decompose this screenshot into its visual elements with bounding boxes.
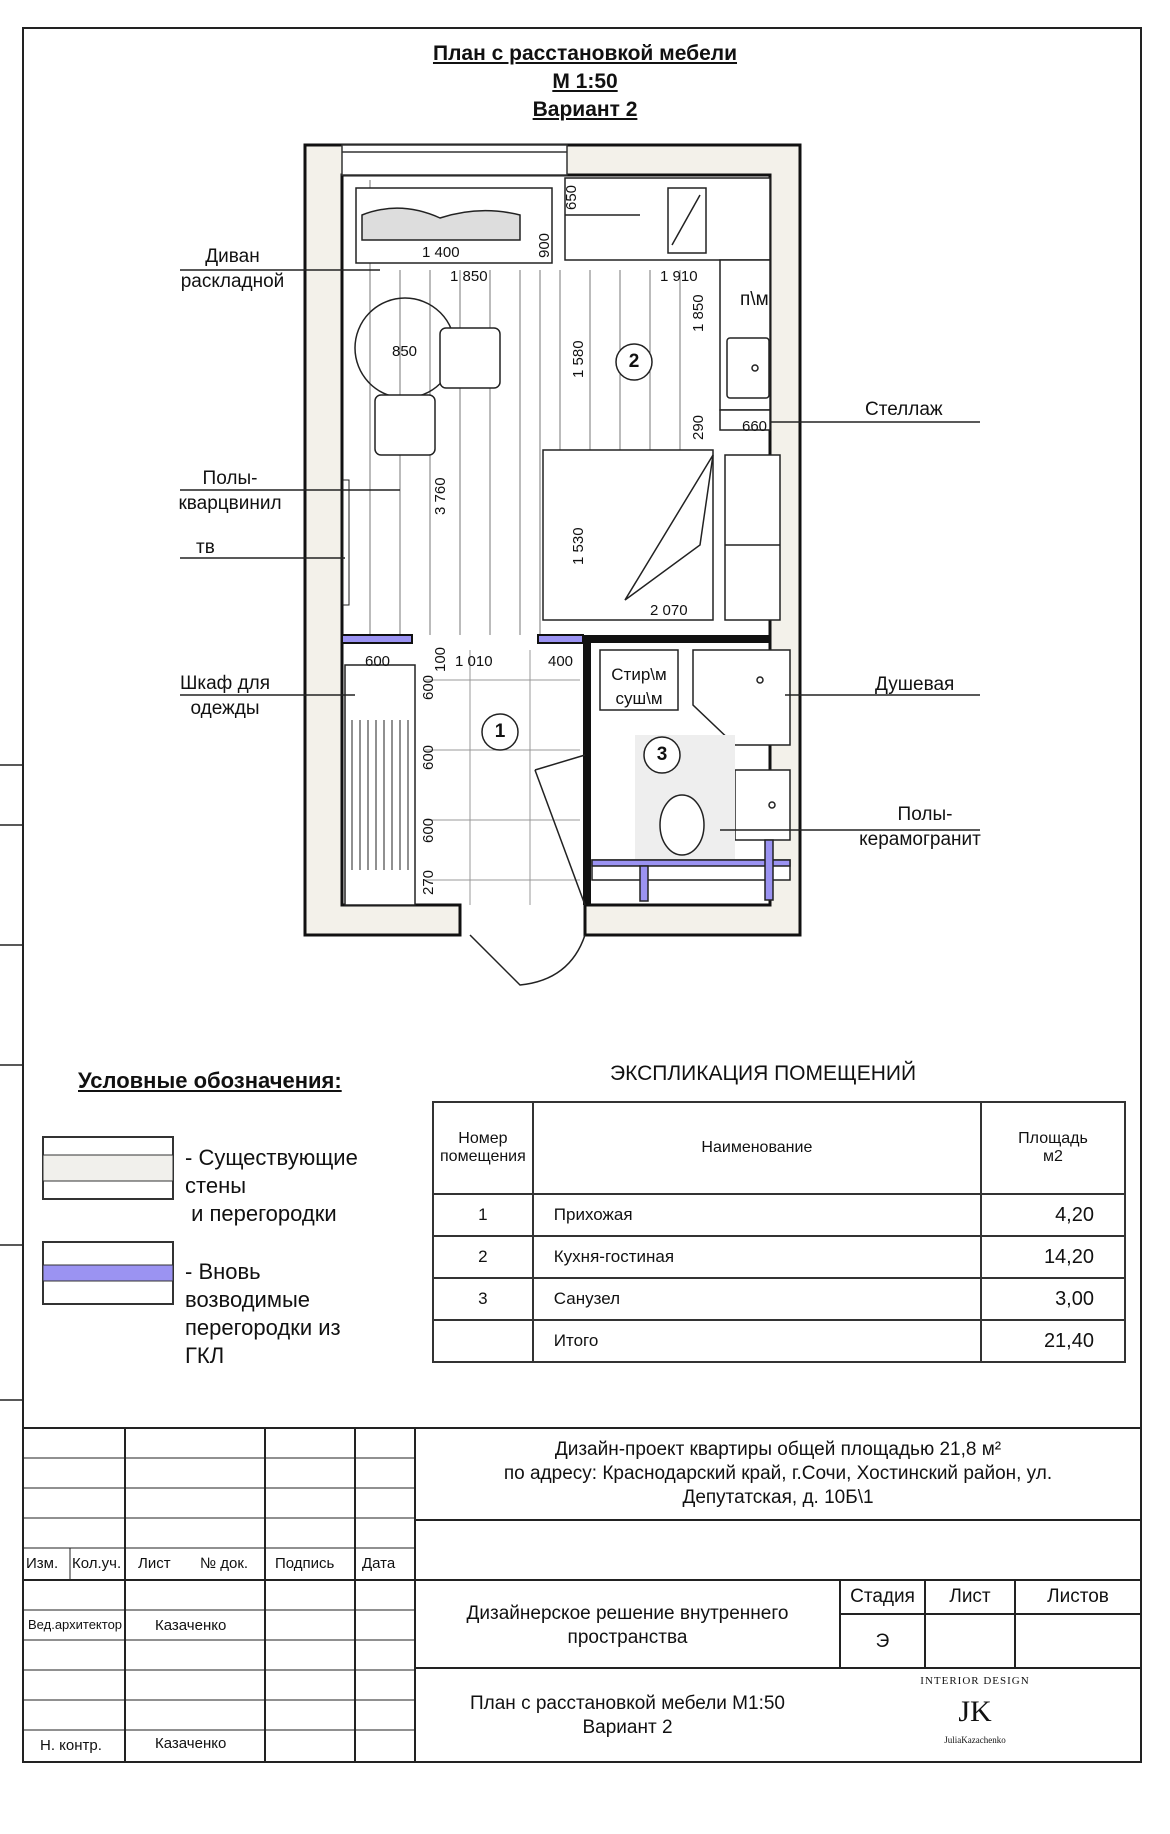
dim-600-v1: 600 bbox=[420, 674, 437, 700]
dim-600-v2: 600 bbox=[420, 744, 437, 770]
stamp-solution-1: Дизайнерское решение внутреннего bbox=[466, 1603, 789, 1624]
dim-900: 900 bbox=[536, 232, 553, 258]
dim-1850-v: 1 850 bbox=[690, 294, 707, 332]
cell-area: 21,40 bbox=[981, 1320, 1125, 1362]
dim-1910: 1 910 bbox=[660, 268, 698, 285]
stamp-control-name: Казаченко bbox=[155, 1735, 227, 1752]
logo-bottom: JuliaKazachenko bbox=[944, 1735, 1006, 1745]
logo bbox=[915, 1675, 1035, 1745]
dim-1850: 1 850 bbox=[450, 268, 488, 285]
stamp-sheet-hdr: Лист bbox=[949, 1586, 991, 1607]
label-shower: Душевая bbox=[875, 674, 955, 695]
label-stellazh: Стеллаж bbox=[865, 399, 943, 420]
hdr-area-2: м2 bbox=[1043, 1148, 1063, 1165]
dim-2070: 2 070 bbox=[650, 602, 688, 619]
plan-title: План с расстановкой мебели bbox=[432, 42, 738, 65]
stamp-col-sign: Подпись bbox=[275, 1555, 335, 1572]
stamp-project-2: по адресу: Краснодарский край, г.Сочи, Хостинский район, ул. bbox=[503, 1463, 1053, 1484]
legend-new-2: возводимые bbox=[185, 1287, 311, 1312]
label-floor-vinyl-2: кварцвинил bbox=[178, 493, 282, 514]
dim-1400: 1 400 bbox=[422, 244, 460, 261]
dim-600-h: 600 bbox=[365, 653, 391, 670]
cell-name: Санузел bbox=[533, 1278, 981, 1320]
stamp-project-3: Депутатская, д. 10Б\1 bbox=[682, 1487, 874, 1508]
label-floor-vinyl-1: Полы- bbox=[202, 468, 258, 489]
cell-num: 1 bbox=[433, 1194, 533, 1236]
stamp-project-1: Дизайн-проект квартиры общей площадью 21,8 м² bbox=[554, 1439, 1002, 1460]
plan-scale: М 1:50 bbox=[552, 70, 618, 93]
dim-400: 400 bbox=[548, 653, 574, 670]
legend-new-3: перегородки из bbox=[185, 1315, 341, 1340]
legend-existing-1: - Существующие bbox=[185, 1145, 358, 1170]
stamp-control-role: Н. контр. bbox=[40, 1737, 102, 1754]
label-washer-1: Стир\м bbox=[611, 665, 667, 684]
stamp-col-izm: Изм. bbox=[26, 1555, 59, 1572]
logo-mark: JK bbox=[958, 1695, 992, 1728]
label-wardrobe-1: Шкаф для bbox=[179, 673, 271, 694]
dim-650: 650 bbox=[563, 184, 580, 210]
hdr-number-1: Номер bbox=[458, 1130, 508, 1147]
dim-850: 850 bbox=[392, 343, 418, 360]
stamp-sheets-hdr: Листов bbox=[1047, 1586, 1109, 1607]
label-wardrobe-2: одежды bbox=[190, 698, 260, 719]
dim-660: 660 bbox=[742, 418, 768, 435]
cell-num: 3 bbox=[433, 1278, 533, 1320]
cell-area: 3,00 bbox=[981, 1278, 1125, 1320]
dim-290: 290 bbox=[690, 414, 707, 440]
dim-1010: 1 010 bbox=[455, 653, 493, 670]
dim-1580: 1 580 bbox=[570, 340, 587, 378]
stamp-stage-hdr: Стадия bbox=[850, 1586, 915, 1607]
legend-new-4: ГКЛ bbox=[185, 1343, 225, 1368]
cell-num: 2 bbox=[433, 1236, 533, 1278]
label-washer-2: суш\м bbox=[615, 689, 663, 708]
stamp-col-date: Дата bbox=[362, 1555, 396, 1572]
cell-name: Кухня-гостиная bbox=[533, 1236, 981, 1278]
stamp-stage-val: Э bbox=[875, 1631, 890, 1652]
hdr-name: Наименование bbox=[533, 1102, 981, 1194]
label-divan-1: Диван bbox=[205, 246, 260, 267]
dim-1530: 1 530 bbox=[570, 527, 587, 565]
cell-area: 14,20 bbox=[981, 1236, 1125, 1278]
stamp-architect-name: Казаченко bbox=[155, 1617, 227, 1634]
dim-100: 100 bbox=[432, 646, 449, 672]
explication-title: ЭКСПЛИКАЦИЯ ПОМЕЩЕНИЙ bbox=[610, 1062, 917, 1085]
label-floor-ceramic-2: керамогранит bbox=[859, 829, 981, 850]
stamp-col-kol: Кол.уч. bbox=[72, 1555, 122, 1572]
label-divan-2: раскладной bbox=[180, 271, 285, 292]
label-floor-ceramic-1: Полы- bbox=[897, 804, 953, 825]
hdr-number-2: помещения bbox=[440, 1148, 526, 1165]
dim-270: 270 bbox=[420, 869, 437, 895]
legend-title: Условные обозначения: bbox=[78, 1068, 342, 1093]
legend-existing-2: стены bbox=[185, 1173, 247, 1198]
room-number-3: 3 bbox=[656, 744, 668, 765]
label-dishwasher: п\м bbox=[740, 289, 769, 310]
cell-name: Итого bbox=[533, 1320, 981, 1362]
dim-600-v3: 600 bbox=[420, 817, 437, 843]
label-tv: тв bbox=[196, 537, 215, 558]
stamp-plan-name-1: План с расстановкой мебели М1:50 bbox=[470, 1693, 785, 1714]
legend-existing-3: и перегородки bbox=[185, 1201, 337, 1226]
stamp-col-ndoc: № док. bbox=[200, 1555, 249, 1572]
stamp-plan-name-2: Вариант 2 bbox=[582, 1717, 673, 1738]
legend-new-1: - Вновь bbox=[185, 1259, 261, 1284]
room-number-2: 2 bbox=[628, 351, 640, 372]
logo-top: INTERIOR DESIGN bbox=[920, 1675, 1030, 1687]
stamp-col-list: Лист bbox=[138, 1555, 171, 1572]
stamp-architect-role: Вед.архитектор bbox=[28, 1617, 123, 1632]
stamp-solution-2: пространства bbox=[567, 1627, 688, 1648]
cell-name: Прихожая bbox=[533, 1194, 981, 1236]
cell-area: 4,20 bbox=[981, 1194, 1125, 1236]
plan-variant: Вариант 2 bbox=[532, 98, 638, 121]
room-number-1: 1 bbox=[494, 721, 506, 742]
hdr-area-1: Площадь bbox=[1018, 1130, 1088, 1147]
dim-3760: 3 760 bbox=[432, 477, 449, 515]
